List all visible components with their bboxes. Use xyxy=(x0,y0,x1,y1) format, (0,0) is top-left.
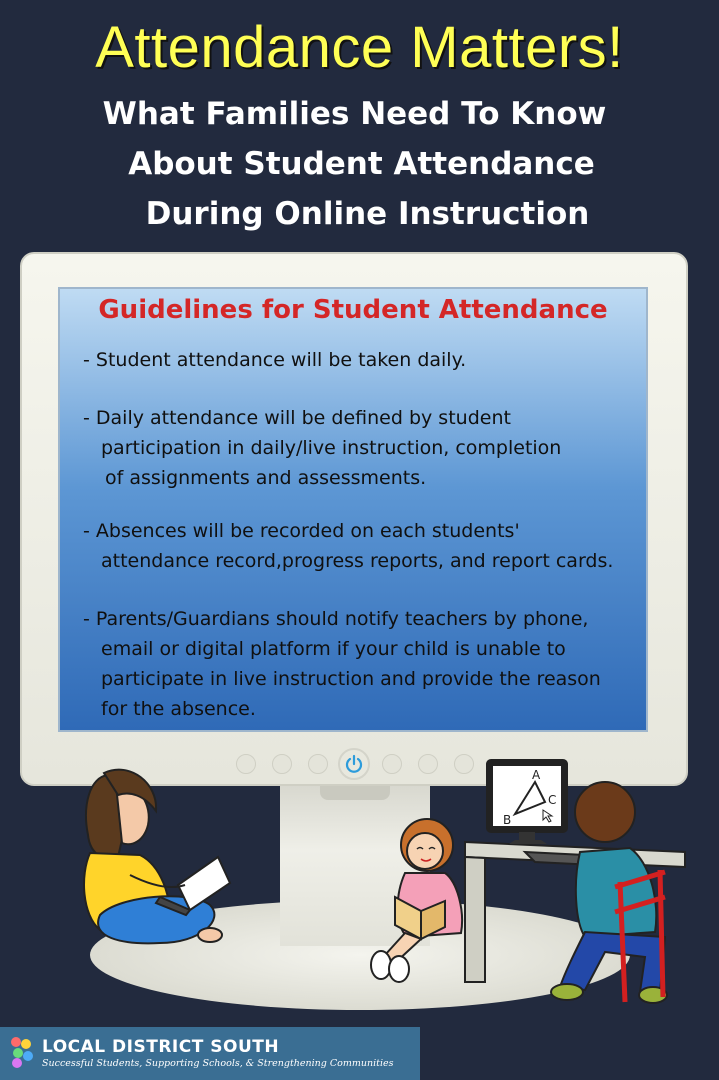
subtitle-line-3: During Online Instruction xyxy=(145,196,590,232)
monitor-button xyxy=(272,754,292,774)
power-icon xyxy=(338,748,370,780)
bullet-line: participation in daily/live instruction, completion xyxy=(101,437,562,459)
bullet-line: of assignments and assessments. xyxy=(105,467,427,489)
monitor-button xyxy=(418,754,438,774)
bullet-line: participate in live instruction and provide the reason xyxy=(101,668,601,690)
district-logo-icon xyxy=(6,1032,38,1074)
bullet-line: - Parents/Guardians should notify teachers by phone, xyxy=(83,608,589,630)
guideline-bullet-3 xyxy=(83,516,613,576)
monitor-button xyxy=(382,754,402,774)
guideline-bullet-4 xyxy=(83,604,601,724)
boy-at-computer-illustration xyxy=(455,752,695,1012)
guideline-bullet-1 xyxy=(83,345,466,375)
guidelines-title: Guidelines for Student Attendance xyxy=(98,295,608,325)
bullet-line: - Student attendance will be taken daily. xyxy=(83,349,467,371)
main-title: Attendance Matters! xyxy=(95,15,624,80)
triangle-label-c: C xyxy=(548,793,557,807)
bullet-line: - Daily attendance will be defined by student xyxy=(83,407,511,429)
monitor-button xyxy=(308,754,328,774)
girl-with-laptop-illustration xyxy=(60,765,250,955)
subtitle-line-2: About Student Attendance xyxy=(128,146,595,182)
monitor-stand-joint xyxy=(320,786,390,800)
triangle-label-b: B xyxy=(503,813,512,827)
guideline-bullet-2 xyxy=(83,403,561,493)
bullet-line: - Absences will be recorded on each students' xyxy=(83,520,520,542)
triangle-label-a: A xyxy=(532,768,541,782)
footer-tagline: Successful Students, Supporting Schools, & Strengthening Communities xyxy=(42,1058,394,1069)
bullet-line: for the absence. xyxy=(101,698,256,720)
footer-title: LOCAL DISTRICT SOUTH xyxy=(42,1037,280,1057)
bullet-line: attendance record,progress reports, and report cards. xyxy=(101,550,614,572)
subtitle-line-1: What Families Need To Know xyxy=(102,96,607,132)
bullet-line: email or digital platform if your child is unable to xyxy=(101,638,566,660)
